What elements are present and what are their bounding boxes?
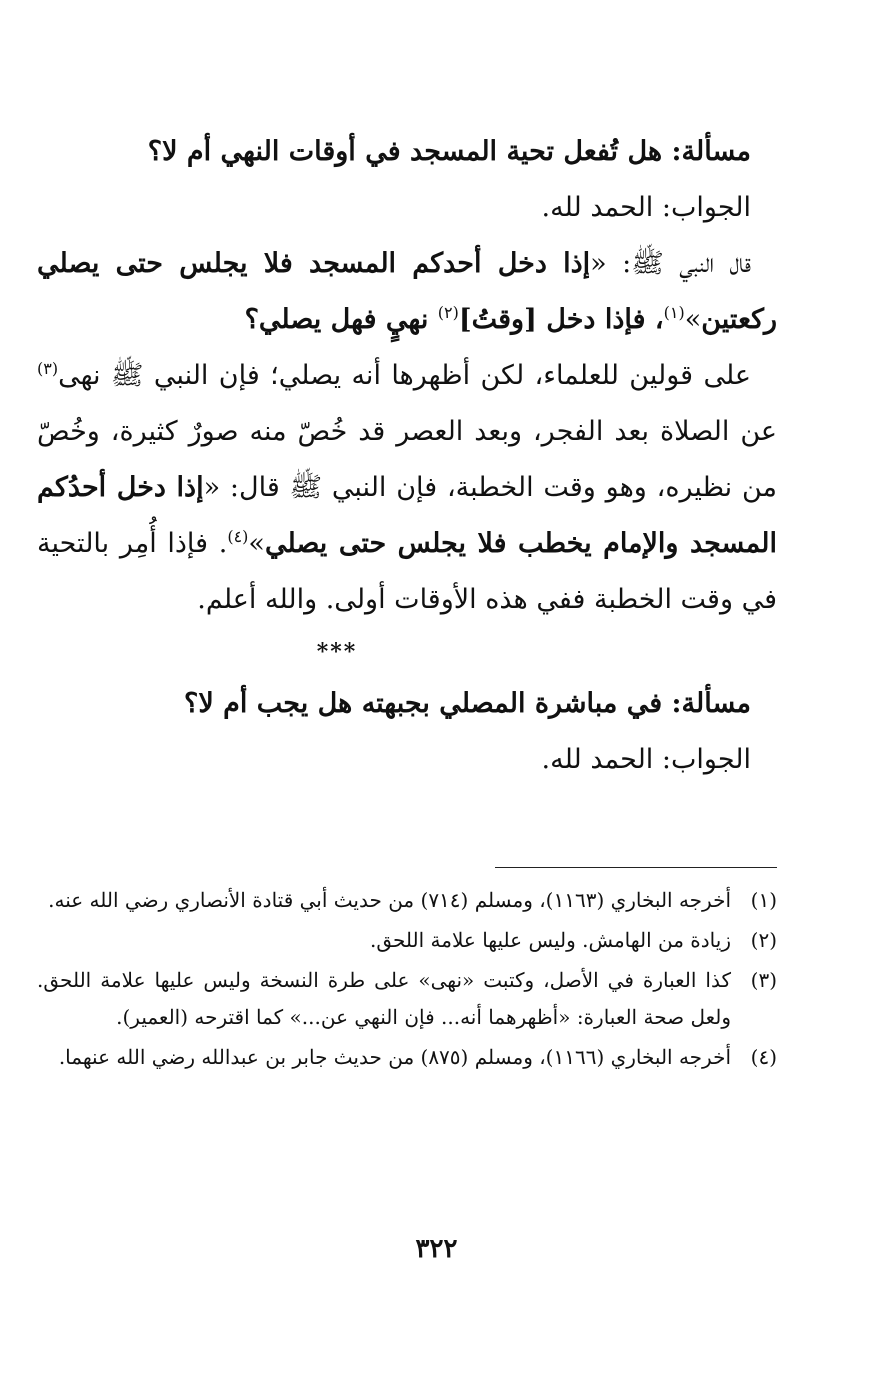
p1-mid: ، فإذا دخل [وقتُ] (458, 304, 664, 335)
footnote-ref-4[interactable]: (٤) (227, 527, 249, 546)
p2-mid: عن الصلاة بعد الفجر، وبعد العصر قد خُصّ منه صورٌ كثيرة، وخُصّ من نظيره، وهو وقت الخطبة، فإن النبي ﷺ قال: « (37, 416, 777, 503)
footnote-2 (37, 922, 777, 959)
paragraph-2 (37, 348, 777, 628)
p1-intro: قال النبي ﷺ: « (590, 248, 751, 279)
footnotes (37, 882, 777, 1079)
footnote-text: كذا العبارة في الأصل، وكتبت «نهى» على طرة النسخة وليس عليها علامة اللحق. ولعل صحة العبارة: «أظهرهما أنه... فإن النهي عن...» كما اقترحه (العمير). (37, 968, 731, 1029)
p2-close: » (248, 528, 265, 559)
footnote-text: أخرجه البخاري (١١٦٦)، ومسلم (٨٧٥) من حديث جابر بن عبدالله رضي الله عنهما. (58, 1045, 731, 1069)
answer-2: الجواب: الحمد لله. (541, 744, 751, 775)
question-heading-1: مسألة: هل تُفعل تحية المسجد في أوقات النهي أم لا؟ (147, 136, 751, 167)
p2-end: . فإذا أُمِر بالتحية في وقت الخطبة ففي هذه الأوقات أولى. والله أعلم. (37, 528, 777, 615)
footnote-text: زيادة من الهامش. وليس عليها علامة اللحق. (369, 928, 731, 952)
footnote-number: (١) (750, 888, 777, 912)
footnote-3 (37, 962, 777, 1036)
footnote-divider (495, 867, 777, 868)
p1-close: » (684, 304, 702, 335)
footnote-ref-3[interactable]: (٣) (37, 359, 59, 378)
question-heading-2: مسألة: في مباشرة المصلي بجبهته هل يجب أم لا؟ (184, 688, 751, 719)
paragraph-1 (37, 236, 777, 348)
p2-start: على قولين للعلماء، لكن أظهرها أنه يصلي؛ فإن النبي ﷺ نهى (58, 360, 751, 391)
main-text (37, 124, 777, 788)
footnote-ref-2[interactable]: (٢) (437, 303, 459, 322)
footnote-number: (٤) (750, 1045, 777, 1069)
footnote-1 (37, 882, 777, 919)
footnote-number: (٢) (750, 928, 777, 952)
section-separator: *** (316, 639, 358, 665)
footnote-number: (٣) (750, 968, 777, 992)
page-number: ٣٢٢ (415, 1234, 458, 1264)
p1-end: نهيٍ فهل يصلي؟ (244, 304, 438, 335)
answer-1: الجواب: الحمد لله. (541, 192, 751, 223)
hadith-quote-2: إذا دخل أحدُكم المسجد والإمام يخطب فلا يجلس حتى يصلي (37, 472, 777, 559)
hadith-quote-1: إذا دخل أحدكم المسجد فلا يجلس حتى يصلي ركعتين (37, 248, 777, 335)
footnote-ref-1[interactable]: (١) (663, 303, 685, 322)
footnote-text: أخرجه البخاري (١١٦٣)، ومسلم (٧١٤) من حديث أبي قتادة الأنصاري رضي الله عنه. (48, 888, 731, 912)
footnote-4 (37, 1039, 777, 1076)
